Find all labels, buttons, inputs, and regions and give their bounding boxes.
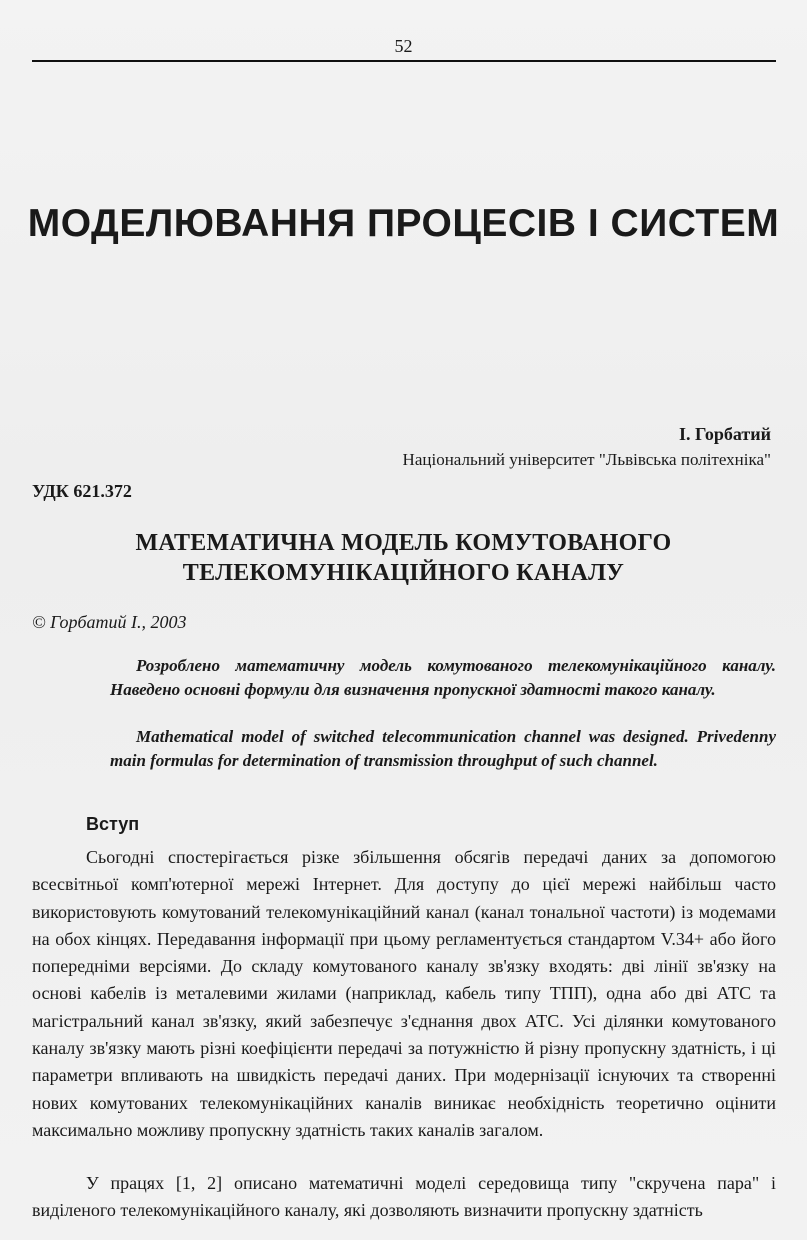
body-paragraph: У працях [1, 2] описано математичні моделі середовища типу "скручена пара" і виділеного телекомунікаційного каналу, які дозволяють визначити пропускну здатність [32,1173,776,1221]
abstract-ukrainian: Розроблено математичну модель комутованого телекомунікаційного каналу. Наведено основні формули для визначення пропускної здатності такого каналу. [110,656,776,699]
author-name: І. Горбатий [678,424,771,444]
abstract-english: Mathematical model of switched telecommunication channel was designed. Privedenny main formulas for determination of transmission throughput of such channel. [110,727,776,770]
author-affiliation: Національний університет "Львівська політехніка" [402,450,771,469]
body-paragraph: Сьогодні спостерігається різке збільшення обсягів передачі даних за допомогою всесвітньої комп'ютерної мережі Інтернет. Для доступу до цієї мережі найбільш часто використовують комутований телекомунікаційний канал (канал тональної частоти) із модемами на обох кінцях. Передавання інформації при цьому регламентується стандартом V.34+ або його попередніми версіями. До складу комутованого каналу зв'язку входять: дві лінії зв'язку на основі кабелів із металевими жилами (наприклад, кабель типу ТПП), одна або дві АТС та магістральний канал зв'язку, який забезпечує з'єднання двох АТС. Усі ділянки комутованого каналу зв'язку мають різні коефіцієнти передачі за потужністю й різну пропускну здатність, і ці параметри впливають на швидкість передачі даних. При модернізації існуючих та створенні нових комутованих телекомунікаційних каналів виникає необхідність теоретично оцінити максимально можливу пропускну здатність таких каналів загалом. [32,847,776,1140]
author-block [403,423,771,471]
article-title-text: МАТЕМАТИЧНА МОДЕЛЬ КОМУТОВАНОГО ТЕЛЕКОМУНІКАЦІЙНОГО КАНАЛУ [135,530,672,586]
intro-heading: Вступ [86,814,140,834]
udk-code: УДК 621.372 [32,481,132,501]
page-number: 52 [394,36,413,56]
article-title [0,528,807,588]
section-title: МОДЕЛЮВАННЯ ПРОЦЕСІВ І СИСТЕМ [27,202,780,245]
header-rule [32,60,776,62]
copyright-line: © Горбатий І., 2003 [32,612,187,632]
